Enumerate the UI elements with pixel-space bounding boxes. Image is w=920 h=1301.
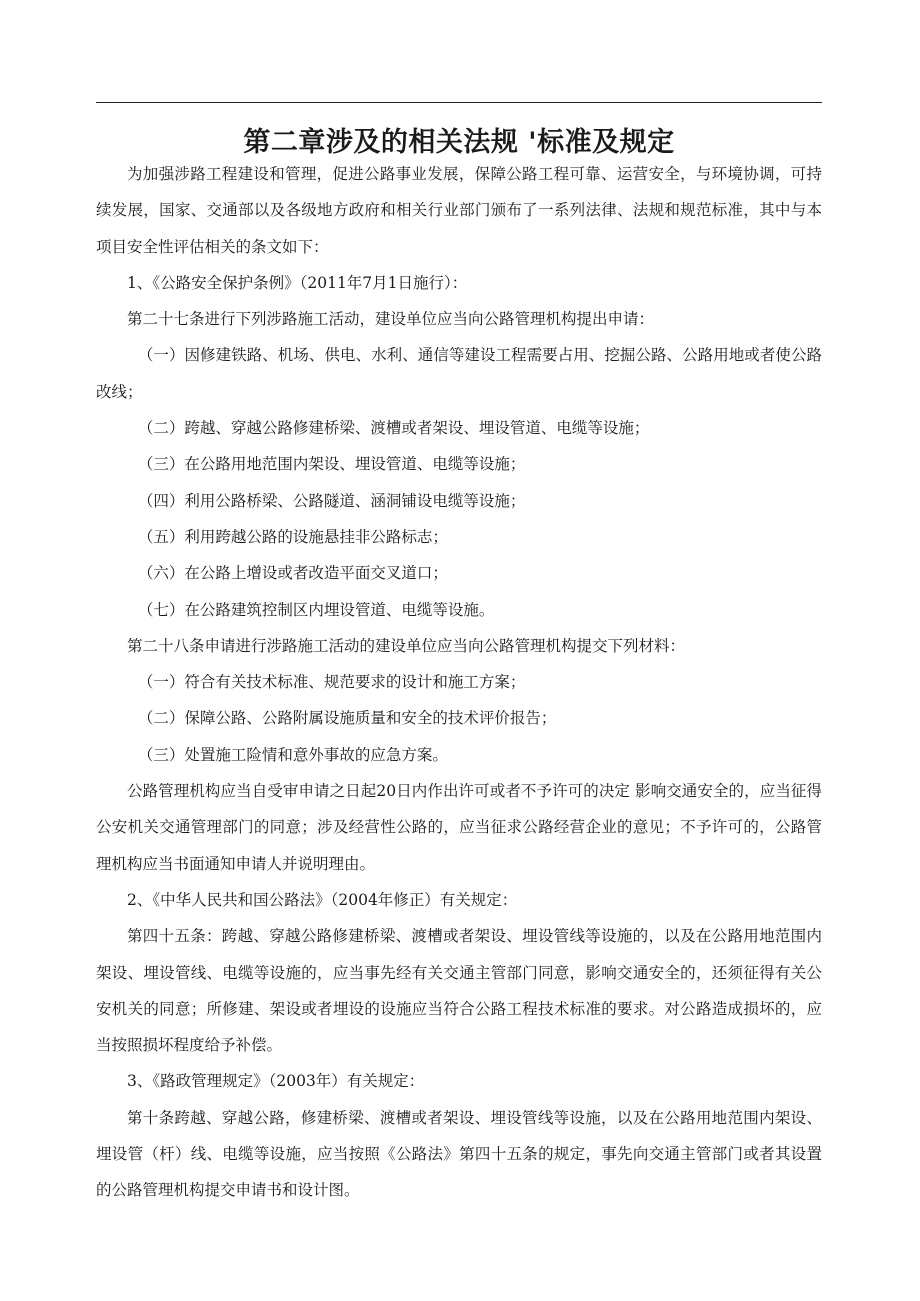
article-45-paragraph: 第四十五条：跨越、穿越公路修建桥梁、渡槽或者架设、埋设管线等设施的，以及在公路用地范围内架设、埋设管线、电缆等设施的，应当事先经有关交通主管部门同意，影响交通安全的，还须征得有关公安机关的同意；所修建、架设或者埋设的设施应当符合公路工程技术标准的要求。对公路造成损坏的，应当按照损坏程度给予补偿。: [96, 927, 822, 1055]
article-28-item-2: （二）保障公路、公路附属设施质量和安全的技术评价报告；: [137, 709, 557, 728]
article-27-item-7: （七）在公路建筑控制区内埋设管道、电缆等设施。: [137, 600, 495, 619]
article-27-item-3: （三）在公路用地范围内架设、埋设管道、电缆等设施；: [137, 455, 526, 474]
article-27-item-6: （六）在公路上增设或者改造平面交叉道口；: [137, 564, 448, 583]
article-27-item-1: （一）因修建铁路、机场、供电、水利、通信等建设工程需要占用、挖掘公路、公路用地或者使公路改线；: [96, 346, 822, 401]
article-27-item-5: （五）利用跨越公路的设施悬挂非公路标志；: [137, 527, 448, 546]
article-27-paragraph: 第二十七条进行下列涉路施工活动，建设单位应当向公路管理机构提出申请：: [127, 310, 655, 329]
article-28-paragraph: 第二十八条申请进行涉路施工活动的建设单位应当向公路管理机构提交下列材料：: [127, 636, 686, 655]
article-10-paragraph: 第十条跨越、穿越公路，修建桥梁、渡槽或者架设、埋设管线等设施，以及在公路用地范围内架设、埋设管（杆）线、电缆等设施，应当按照《公路法》第四十五条的规定，事先向交通主管部门或者其设置的公路管理机构提交申请书和设计图。: [96, 1108, 822, 1200]
article-28-item-3: （三）处置施工险情和意外事故的应急方案。: [137, 745, 448, 764]
chapter-title: 第二章涉及的相关法规 '标准及规定: [243, 127, 675, 159]
article-28-item-1: （一）符合有关技术标准、规范要求的设计和施工方案；: [137, 673, 526, 692]
article-27-item-4: （四）利用公路桥梁、公路隧道、涵洞铺设电缆等设施；: [137, 491, 526, 510]
document-body: [96, 156, 822, 1209]
law-heading-2: 2、《中华人民共和国公路法》（2004年修正）有关规定：: [127, 890, 518, 909]
intro-paragraph: 为加强涉路工程建设和管理，促进公路事业发展，保障公路工程可靠、运营安全，与环境协调，可持续发展，国家、交通部以及各级地方政府和相关行业部门颁布了一系列法律、法规和规范标准，其中与本项目安全性评估相关的条文如下：: [96, 165, 822, 256]
law-heading-3: 3、《路政管理规定》（2003年）有关规定：: [127, 1072, 425, 1091]
approval-paragraph: 公路管理机构应当自受审申请之日起20日内作出许可或者不予许可的决定 影响交通安全的，应当征得公安机关交通管理部门的同意；涉及经营性公路的，应当征求公路经营企业的意见；不予许可的，公路管理机构应当书面通知申请人并说明理由。: [96, 782, 822, 873]
header-rule: [96, 102, 822, 103]
law-heading-1: 1、《公路安全保护条例》（2011年7月1日施行）：: [127, 273, 468, 292]
article-27-item-2: （二）跨越、穿越公路修建桥梁、渡槽或者架设、埋设管道、电缆等设施；: [137, 419, 650, 438]
